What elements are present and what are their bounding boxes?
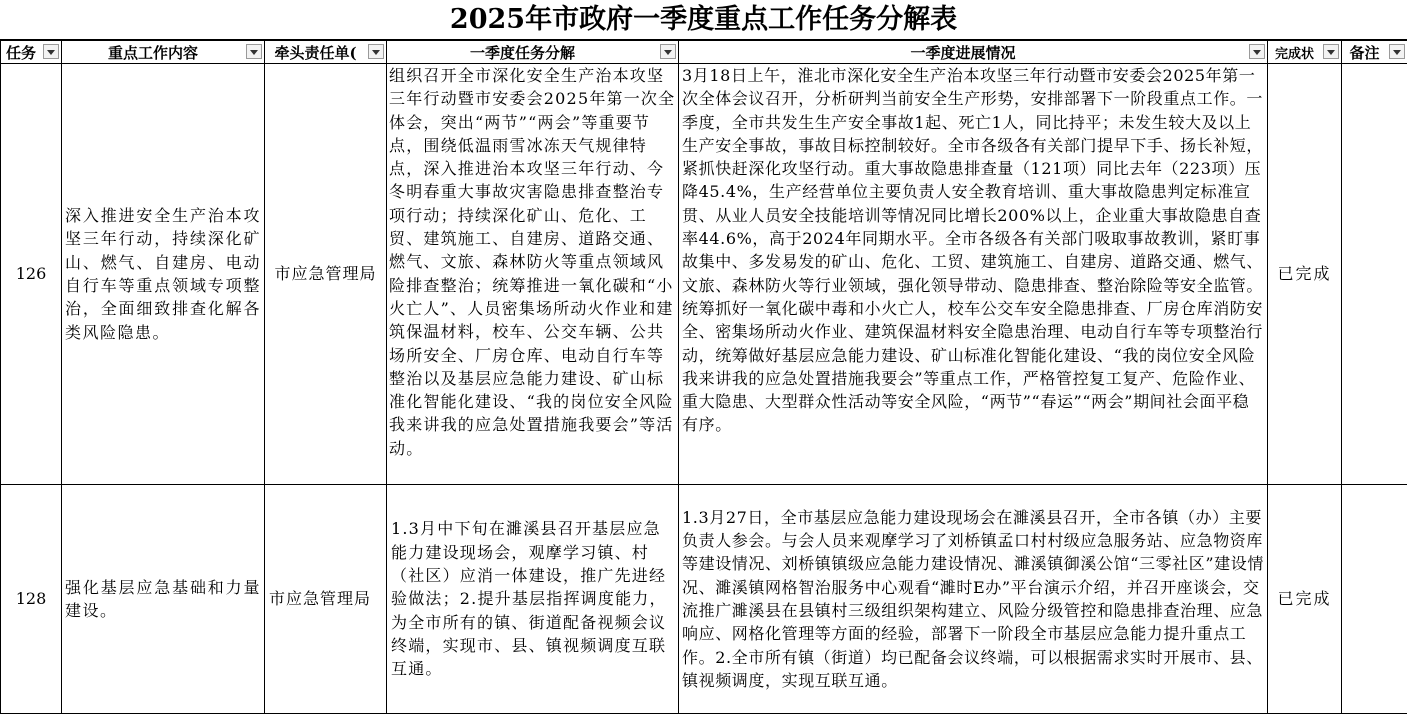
status-cell[interactable] — [1268, 64, 1342, 485]
lead-unit-cell[interactable] — [265, 64, 387, 485]
progress-cell[interactable] — [679, 485, 1268, 714]
col-header-progress[interactable] — [679, 41, 1268, 64]
task-content-text: 深入推进安全生产治本攻坚三年行动，持续深化矿山、燃气、自建房、电动自行车等重点领域专项整治，全面细致排查化解各类风险隐患。 — [65, 206, 261, 342]
filter-dropdown-icon[interactable] — [246, 44, 262, 59]
col-header-status[interactable] — [1268, 41, 1342, 64]
task-content-cell[interactable] — [62, 485, 265, 714]
filter-dropdown-icon[interactable] — [1323, 44, 1339, 59]
status-cell[interactable] — [1268, 485, 1342, 714]
lead-unit-cell[interactable] — [265, 485, 387, 714]
col-header-unit[interactable] — [265, 41, 387, 64]
status-text: 已完成 — [1277, 264, 1332, 284]
col-header-progress-label: 一季度进展情况 — [910, 43, 1016, 62]
col-header-content-label: 重点工作内容 — [107, 43, 198, 62]
note-cell[interactable] — [1342, 64, 1407, 485]
note-cell[interactable] — [1342, 485, 1407, 714]
task-content-text: 强化基层应急基础和力量建设。 — [65, 577, 261, 620]
breakdown-text: 组织召开全市深化安全生产治本攻坚三年行动暨市安委会2025年第一次全体会，突出“两节”“两会”等重要节点，围绕低温雨雪冰冻天气规律特点，深入推进治本攻坚三年行动、今冬明春重大事故灾害隐患排查整治专项行动；持续深化矿山、危化、工贸、建筑施工、自建房、道路交通、燃气、文旅、森林防火等重点领域风险排查整治；统筹推进一氧化碳和“小火亡人”、人员密集场所动火作业和建筑保温材料，校车、公交车辆、公共场所安全、厂房仓库、电动自行车等整治以及基层应急能力建设、矿山标准化智能化建设、“我的岗位安全风险我来讲我的应急处置措施我要会”等活动。 — [389, 66, 676, 458]
status-text: 已完成 — [1277, 589, 1332, 609]
col-header-id-label: 任务 — [5, 43, 36, 62]
col-header-note[interactable] — [1342, 41, 1407, 64]
progress-cell[interactable] — [679, 64, 1268, 485]
filter-dropdown-icon[interactable] — [368, 44, 384, 59]
sheet-title: 2025年市政府一季度重点工作任务分解表 — [0, 0, 1407, 40]
task-table — [0, 40, 1407, 714]
filter-dropdown-icon[interactable] — [660, 44, 676, 59]
col-header-breakdown[interactable] — [387, 41, 679, 64]
task-content-cell[interactable] — [62, 64, 265, 485]
progress-text: 3月18日上午，淮北市深化安全生产治本攻坚三年行动暨市安委会2025年第一次全体会议召开，分析研判当前安全生产形势，安排部署下一阶段重点工作。一季度，全市共发生生产安全事故1起、死亡1人，同比持平；未发生较大及以上生产安全事故，事故目标控制较好。全市各级各有关部门提早下手、扬长补短，紧抓快赶深化攻坚行动。重大事故隐患排查量（121项）同比去年（223项）压降45.4%，生产经营单位主要负责人安全教育培训、重大事故隐患判定标准宣贯、从业人员安全技能培训等情况同比增长200%以上，企业重大事故隐患自查率44.6%，高于2024年同期水平。全市各级各有关部门吸取事故教训，紧盯事故集中、多发易发的矿山、危化、工贸、建筑施工、自建房、道路交通、燃气、文旅、森林防火等行业领域，强化领导带动、隐患排查、整治除险等安全监管。统筹抓好一氧化碳中毒和小火亡人，校车公交车安全隐患排查、厂房仓库消防安全、密集场所动火作业、建筑保温材料安全隐患治理、电动自行车等专项整治行动，统筹做好基层应急能力建设、矿山标准化智能化建设、“我的岗位安全风险我来讲我的应急处置措施我要会”等重点工作，严格管控复工复产、危险作业、重大隐患、大型群众性活动等安全风险，“两节”“春运”“两会”期间社会面平稳有序。 — [682, 66, 1264, 435]
filter-dropdown-icon[interactable] — [1249, 44, 1265, 59]
filter-dropdown-icon[interactable] — [1389, 44, 1405, 59]
lead-unit-text: 市应急管理局 — [269, 589, 372, 609]
filter-dropdown-icon[interactable] — [43, 44, 59, 59]
progress-text: 1.3月27日，全市基层应急能力建设现场会在濉溪县召开，全市各镇（办）主要负责人参会。与会人员来观摩学习了刘桥镇孟口村村级应急服务站、应急物资库等建设情况、刘桥镇镇级应急能力建设情况、濉溪镇御溪公馆“三零社区”建设情况、濉溪镇网格智治服务中心观看“濉时E办”平台演示介绍，并召开座谈会，交流推广濉溪县在县镇村三级组织架构建立、风险分级管控和隐患排查治理、应急响应、网格化管理等方面的经验，部署下一阶段全市基层应急能力提升重点工作。2.全市所有镇（街道）均已配备会议终端，可以根据需求实时开展市、县、镇视频调度，实现互联互通。 — [682, 507, 1264, 690]
breakdown-cell[interactable] — [387, 485, 679, 714]
task-id-cell[interactable]: 128 — [1, 485, 62, 714]
col-header-status-label: 完成状 — [1274, 46, 1314, 62]
table-row — [1, 64, 1407, 485]
table-row — [1, 485, 1407, 714]
col-header-note-label: 备注 — [1349, 43, 1380, 62]
lead-unit-text: 市应急管理局 — [274, 264, 377, 284]
col-header-unit-label: 牵头责任单( — [274, 43, 357, 62]
breakdown-cell[interactable] — [387, 64, 679, 485]
col-header-breakdown-label: 一季度任务分解 — [469, 43, 575, 62]
col-header-content[interactable] — [62, 41, 265, 64]
header-row — [1, 41, 1407, 64]
col-header-id[interactable] — [1, 41, 62, 64]
task-id-cell[interactable]: 126 — [1, 64, 62, 485]
breakdown-text: 1.3月中下旬在濉溪县召开基层应急能力建设现场会，观摩学习镇、村（社区）应消一体建设，推广先进经验做法；2.提升基层指挥调度能力，为全市所有的镇、街道配备视频会议终端，实现市、县、镇视频调度互联互通。 — [391, 519, 667, 679]
